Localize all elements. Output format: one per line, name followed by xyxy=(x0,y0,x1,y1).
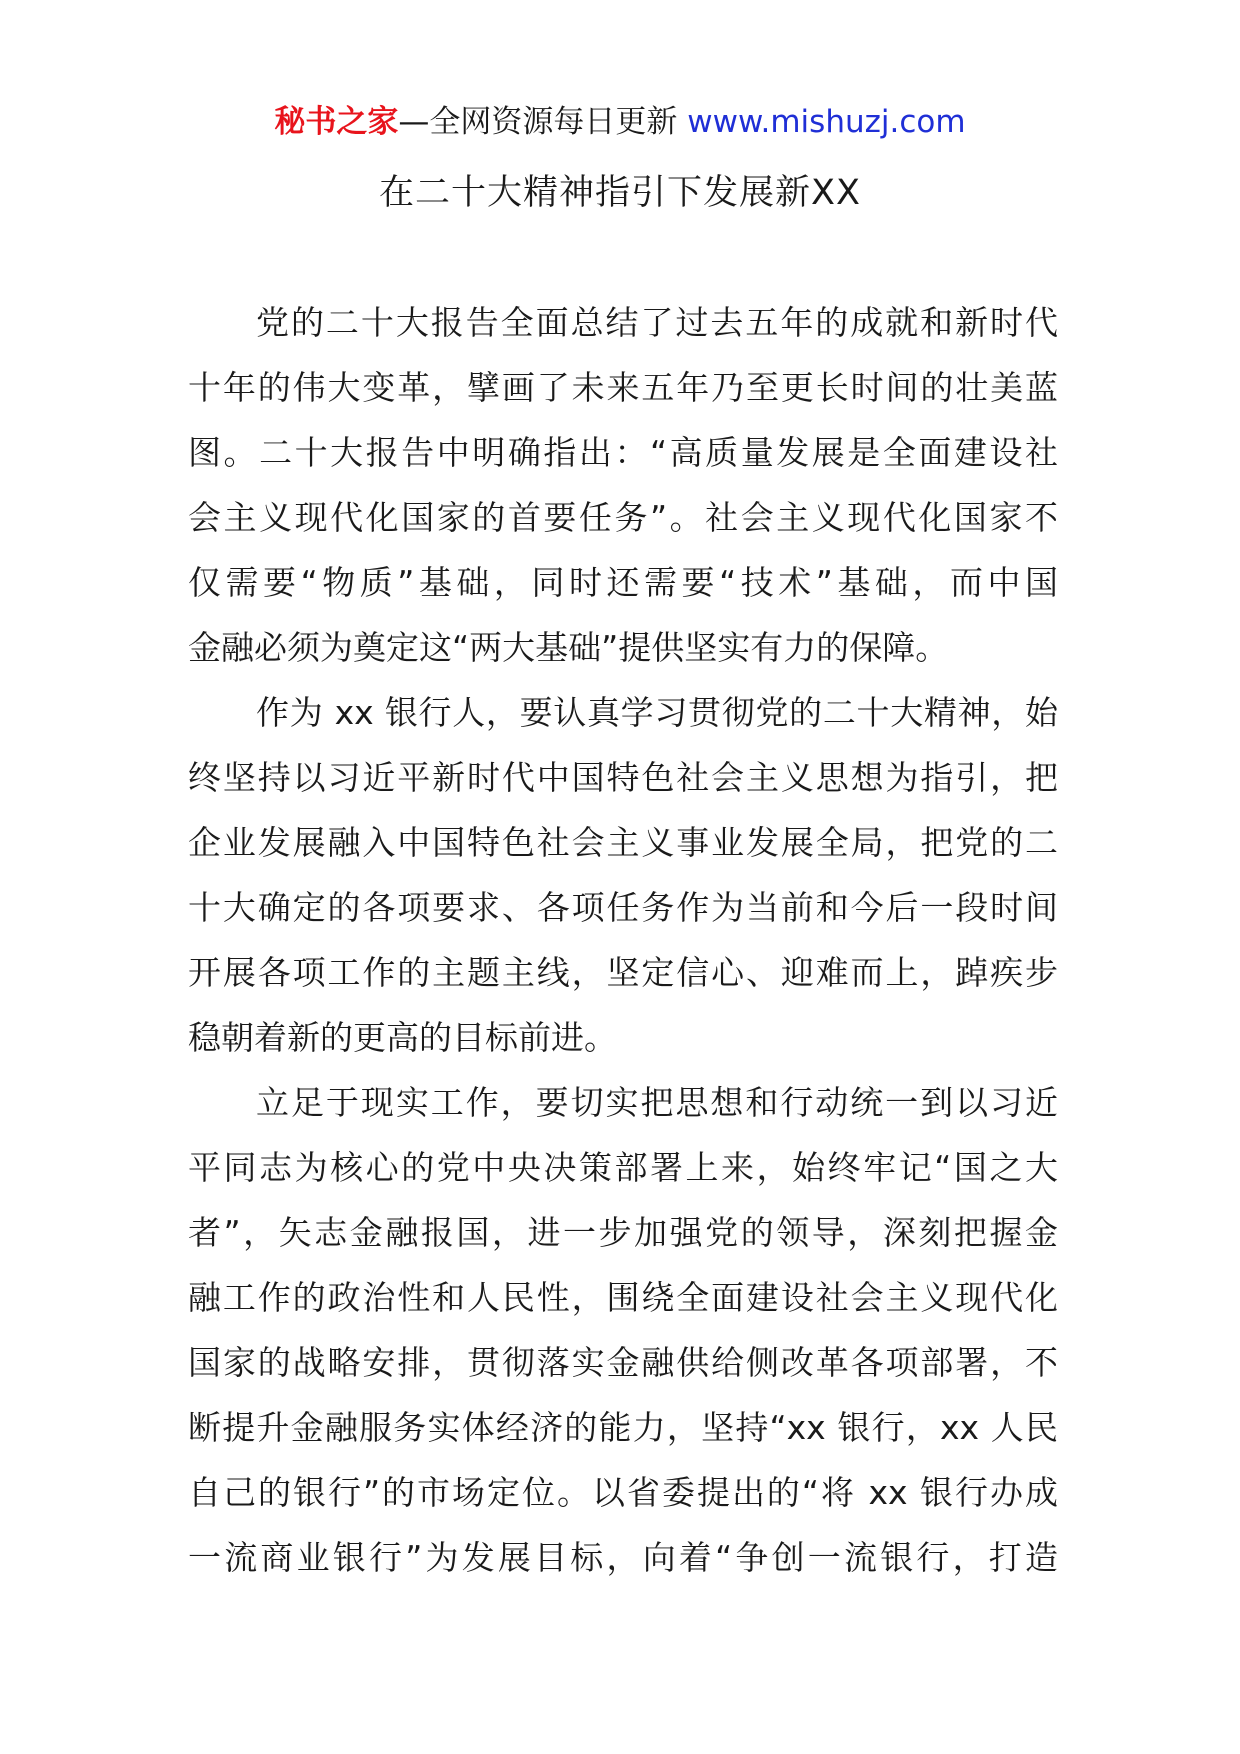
paragraph-3-line: 立足于现实工作，要切实把思想和行动统一到以习近 xyxy=(256,1083,1058,1122)
paragraph-1-line: 图。二十大报告中明确指出：“高质量发展是全面建设社 xyxy=(188,433,1058,472)
document-title: 在二十大精神指引下发展新XX xyxy=(379,173,861,213)
paragraph-2-line: 十大确定的各项要求、各项任务作为当前和今后一段时间 xyxy=(188,888,1058,927)
header-tagline: —全网资源每日更新 xyxy=(398,104,678,140)
paragraph-1-line: 仅需要“物质”基础，同时还需要“技术”基础，而中国 xyxy=(188,563,1058,602)
paragraph-1-line: 党的二十大报告全面总结了过去五年的成就和新时代 xyxy=(256,303,1058,342)
paragraph-2-line: 作为 xx 银行人，要认真学习贯彻党的二十大精神，始 xyxy=(256,693,1058,732)
site-header xyxy=(0,100,1240,144)
paragraph-3-line: 平同志为核心的党中央决策部署上来，始终牢记“国之大 xyxy=(188,1148,1058,1187)
paragraph-3-line: 者”，矢志金融报国，进一步加强党的领导，深刻把握金 xyxy=(188,1213,1058,1252)
paragraph-3-line: 断提升金融服务实体经济的能力，坚持“xx 银行，xx 人民 xyxy=(188,1408,1058,1447)
paragraph-2-line: 终坚持以习近平新时代中国特色社会主义思想为指引，把 xyxy=(188,758,1058,797)
paragraph-3-line: 一流商业银行”为发展目标，向着“争创一流银行，打造 xyxy=(188,1538,1058,1577)
brand-name: 秘书之家 xyxy=(274,104,399,140)
site-url-link[interactable]: www.mishuzj.com xyxy=(687,104,966,140)
paragraph-3-line: 国家的战略安排，贯彻落实金融供给侧改革各项部署，不 xyxy=(188,1343,1058,1382)
paragraph-1-line: 会主义现代化国家的首要任务”。社会主义现代化国家不 xyxy=(188,498,1058,537)
paragraph-2-line: 稳朝着新的更高的目标前进。 xyxy=(188,1018,617,1057)
paragraph-1-line: 十年的伟大变革，擘画了未来五年乃至更长时间的壮美蓝 xyxy=(188,368,1058,407)
paragraph-1-line: 金融必须为奠定这“两大基础”提供坚实有力的保障。 xyxy=(188,628,949,667)
paragraph-2-line: 开展各项工作的主题主线，坚定信心、迎难而上，踔疾步 xyxy=(188,953,1058,992)
paragraph-2-line: 企业发展融入中国特色社会主义事业发展全局，把党的二 xyxy=(188,823,1058,862)
paragraph-3-line: 融工作的政治性和人民性，围绕全面建设社会主义现代化 xyxy=(188,1278,1058,1317)
paragraph-3-line: 自己的银行”的市场定位。以省委提出的“将 xx 银行办成 xyxy=(188,1473,1058,1512)
document-body xyxy=(188,290,1058,1590)
